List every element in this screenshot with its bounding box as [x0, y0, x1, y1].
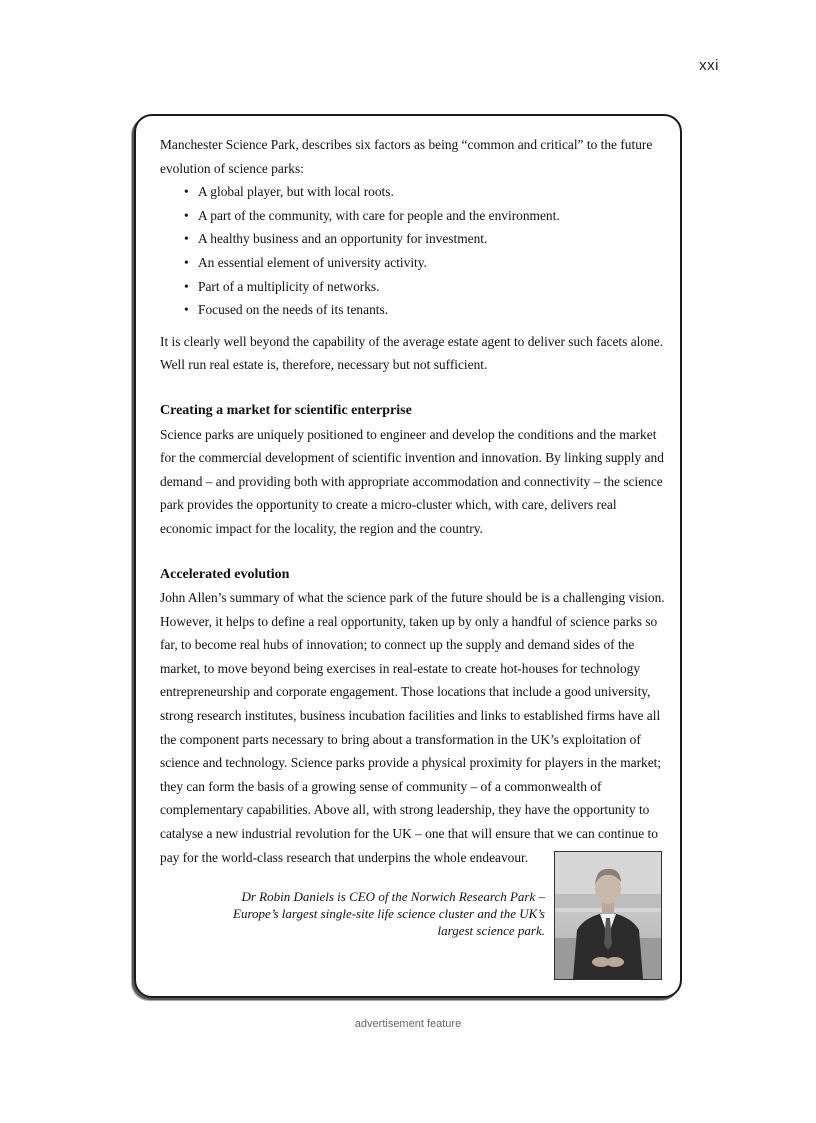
portrait-illustration — [555, 852, 661, 979]
factor-list — [160, 180, 666, 322]
section-heading-market: Creating a market for scientific enterprise — [160, 402, 412, 418]
footer-label: advertisement feature — [354, 1018, 462, 1030]
list-item: • A healthy business and an opportunity for investment. — [184, 227, 666, 251]
page-number: xxi — [699, 57, 719, 74]
list-item: • Focused on the needs of its tenants. — [184, 298, 666, 322]
list-item: • A global player, but with local roots. — [184, 180, 666, 204]
list-item: • A part of the community, with care for people and the environment. — [184, 204, 666, 228]
article-content — [160, 133, 666, 869]
section-heading-evolution: Accelerated evolution — [160, 566, 290, 582]
estate-paragraph: It is clearly well beyond the capability of the average estate agent to deliver such facets alone. Well run real estate is, therefore, necessary but not sufficient. — [160, 333, 664, 373]
section-body-evolution: John Allen’s summary of what the science park of the future should be is a challenging vision. However, it helps to define a real opportunity, taken up by only a handful of science parks so far, to become real hubs of innovation; to connect up the supply and demand sides of the market, to move beyond being exercises in real-estate to create hot-houses for technology entrepreneurship and corporate engagement. Those locations that include a good university, strong research institutes, business incubation facilities and links to established firms have all the component parts necessary to bring about a transformation in the UK’s exploitation of science and technology. Science parks provide a physical proximity for players in the market; they can form the basis of a growing sense of community – of a commonwealth of complementary capabilities. Above all, with strong leadership, they have the opportunity to catalyse a new industrial revolution for the UK – one that will ensure that we can continue to pay for the world-class research that underpins the whole endeavour. — [160, 590, 665, 865]
intro-paragraph: Manchester Science Park, describes six factors as being “common and critical” to the future evolution of science parks: — [160, 137, 653, 176]
list-item: • Part of a multiplicity of networks. — [184, 275, 666, 299]
author-photo — [554, 851, 662, 980]
list-item: • An essential element of university activity. — [184, 251, 666, 275]
author-caption: Dr Robin Daniels is CEO of the Norwich Research Park – Europe’s largest single-site life science cluster and the UK’s largest science park. — [233, 889, 545, 938]
section-body-market: Science parks are uniquely positioned to engineer and develop the conditions and the market for the commercial development of scientific invention and innovation. By linking supply and demand – and providing both with appropriate accommodation and connectivity – the science park provides the opportunity to create a micro-cluster which, with care, delivers real economic impact for the locality, the region and the country. — [160, 426, 664, 536]
